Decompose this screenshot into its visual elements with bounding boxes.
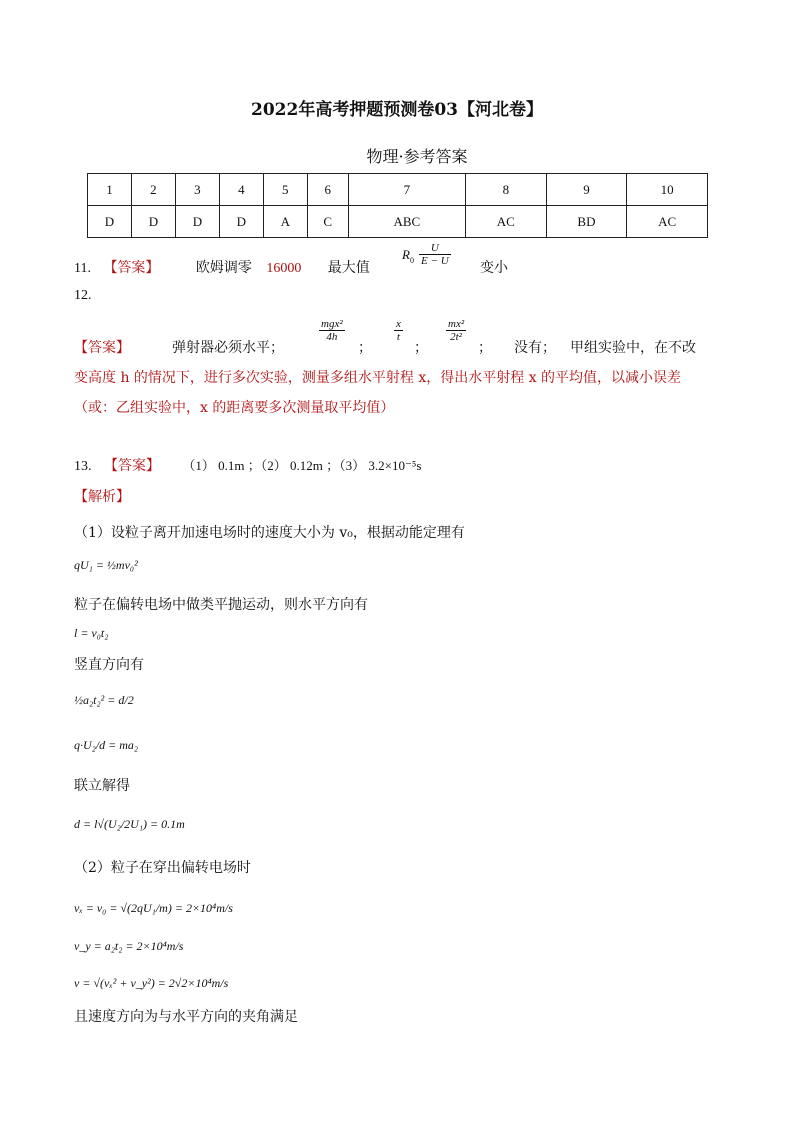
q13-equation-1: qU₁ = ½mv₀² (74, 558, 138, 572)
question-number: 3 (175, 174, 219, 206)
answer-cell: C (307, 206, 348, 238)
q12-fraction-1-numerator: mgx² (321, 318, 343, 330)
document-subtitle: 物理·参考答案 (366, 147, 468, 166)
q11-answer-3: 最大值 (327, 260, 370, 276)
question-number: 9 (546, 174, 627, 206)
q13-paragraph-1: （1）设粒子离开加速电场时的速度大小为 v₀，根据动能定理有 (74, 525, 465, 541)
answer-cell: D (131, 206, 175, 238)
question-number: 1 (88, 174, 132, 206)
q13-analysis-tag: 【解析】 (74, 489, 130, 505)
q11-answer-5: 变小 (480, 260, 508, 276)
answer-cell: A (263, 206, 307, 238)
q13-paragraph-2: 粒子在偏转电场中做类平抛运动，则水平方向有 (74, 597, 368, 613)
q12-fraction-1-denominator: 4h (326, 331, 338, 343)
q13-equation-6: vₓ = v₀ = √(2qU₁/m) = 2×10⁴m/s (74, 901, 233, 915)
q12-answer-3: 甲组实验中，在不改 (570, 340, 696, 356)
document-title: 2022年高考押题预测卷03【河北卷】 (251, 100, 543, 120)
q12-separator: ； (414, 340, 428, 356)
q13-answer-line (74, 455, 421, 475)
q13-answer: （1） 0.1m ；（2） 0.12m ；（3） 3.2×10⁻⁵s (182, 458, 422, 473)
question-number: 10 (627, 174, 708, 206)
q13-equation-7: v_y = a₂t₂ = 2×10⁴m/s (74, 939, 184, 953)
q13-equation-5: d = l√(U₂/2U₁) = 0.1m (74, 817, 185, 831)
q12-fraction-3 (446, 318, 466, 343)
q11-fraction-numerator: U (419, 242, 451, 255)
q12-fraction-1 (319, 318, 345, 343)
q12-fraction-2-denominator: t (396, 331, 400, 343)
answer-cell: ABC (348, 206, 465, 238)
q12-separator: ； (478, 340, 492, 356)
question-number: 8 (466, 174, 547, 206)
q12-number: 12. (74, 288, 92, 303)
answer-cell: AC (466, 206, 547, 238)
q12-fraction-3-numerator: mx² (448, 318, 465, 330)
q11-number: 11. (74, 261, 91, 276)
answer-row (88, 206, 708, 238)
q13-paragraph-3: 竖直方向有 (74, 657, 144, 673)
q13-number: 13. (74, 459, 92, 474)
q13-equation-8: v = √(vₓ² + v_y²) = 2√2×10⁴m/s (74, 976, 229, 990)
q12-answer-line-2: 变高度 h 的情况下，进行多次实验，测量多组水平射程 x，得出水平射程 x 的平均值，以减小误差 (74, 370, 682, 386)
q12-fraction-2-numerator: x (396, 318, 401, 330)
q13-equation-4: q·U₂/d = ma₂ (74, 738, 139, 752)
q12-answer-line-3: （或：乙组实验中，x 的距离要多次测量取平均值） (74, 400, 395, 416)
answer-cell: D (175, 206, 219, 238)
q11-line (74, 257, 370, 277)
q12-answer-1: 弹射器必须水平； (172, 340, 284, 356)
question-number: 6 (307, 174, 348, 206)
q12-answer-tag: 【答案】 (74, 340, 130, 356)
q11-r0-symbol: R (402, 247, 410, 262)
q11-answer-tag: 【答案】 (103, 260, 160, 276)
q11-answer-4 (402, 242, 451, 267)
answer-cell: D (219, 206, 263, 238)
q13-paragraph-4: 联立解得 (74, 778, 130, 794)
question-number: 7 (348, 174, 465, 206)
q13-paragraph-6: 且速度方向为与水平方向的夹角满足 (74, 1009, 298, 1025)
question-number: 2 (131, 174, 175, 206)
q13-answer-tag: 【答案】 (103, 458, 160, 474)
q11-answer-2: 16000 (266, 261, 302, 276)
q12-answer-2: 没有； (514, 340, 556, 356)
answer-table (87, 173, 708, 238)
q11-fraction-denominator: E − U (421, 255, 449, 267)
question-number: 5 (263, 174, 307, 206)
answer-cell: AC (627, 206, 708, 238)
question-number: 4 (219, 174, 263, 206)
q13-paragraph-5: （2）粒子在穿出偏转电场时 (74, 860, 251, 876)
q11-r0-subscript: 0 (409, 256, 414, 266)
q12-separator: ； (358, 340, 372, 356)
q12-fraction-2 (394, 318, 403, 343)
q13-equation-3: ½a₂t₂² = d/2 (74, 693, 134, 707)
q11-answer-1: 欧姆调零 (195, 260, 252, 276)
q12-fraction-3-denominator: 2t² (450, 331, 462, 343)
answer-cell: D (88, 206, 132, 238)
answer-cell: BD (546, 206, 627, 238)
question-number-row (88, 174, 708, 206)
q13-equation-2: l = v₀t₂ (74, 626, 109, 640)
q11-fraction (419, 242, 451, 267)
